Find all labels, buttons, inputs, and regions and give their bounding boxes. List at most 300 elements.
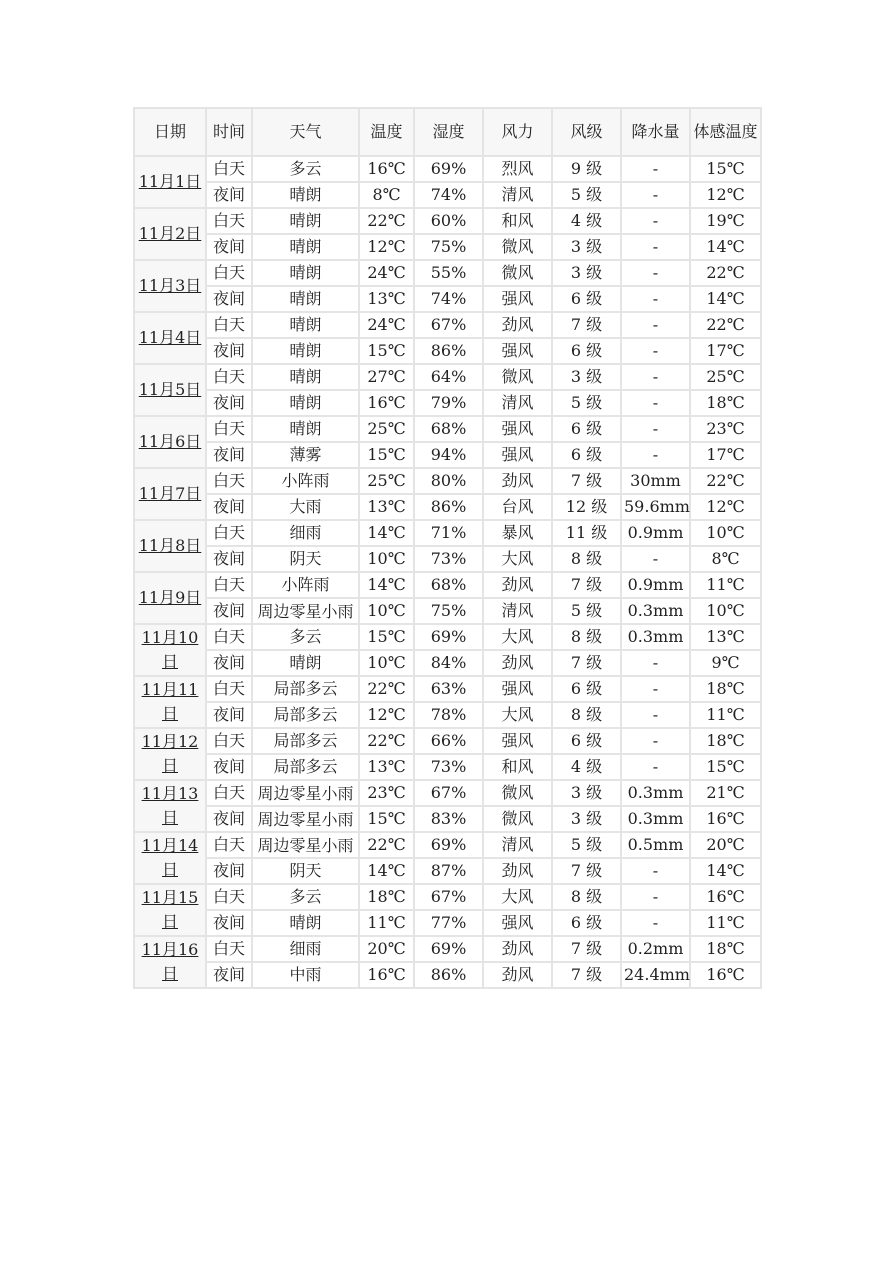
weather-cell: 周边零星小雨 — [252, 806, 359, 832]
precip-cell: 0.3mm — [621, 624, 690, 650]
time-cell: 白天 — [206, 312, 252, 338]
temp-cell: 13℃ — [359, 754, 414, 780]
humidity-cell: 67% — [414, 884, 483, 910]
time-cell: 白天 — [206, 728, 252, 754]
wind-cell: 强风 — [483, 416, 552, 442]
date-link[interactable]: 11月4日 — [138, 328, 202, 347]
date-cell — [134, 832, 206, 884]
table-row — [134, 650, 761, 676]
time-cell: 夜间 — [206, 858, 252, 884]
humidity-cell: 86% — [414, 962, 483, 988]
wind-cell: 大风 — [483, 884, 552, 910]
temp-cell: 22℃ — [359, 208, 414, 234]
time-cell: 夜间 — [206, 962, 252, 988]
feels-cell: 18℃ — [690, 936, 761, 962]
temp-cell: 15℃ — [359, 624, 414, 650]
date-link[interactable]: 11月14日 — [141, 836, 199, 879]
wind-level-cell: 6 级 — [552, 338, 621, 364]
precip-cell: - — [621, 364, 690, 390]
weather-cell: 晴朗 — [252, 234, 359, 260]
humidity-cell: 83% — [414, 806, 483, 832]
humidity-cell: 73% — [414, 754, 483, 780]
feels-cell: 16℃ — [690, 806, 761, 832]
precip-cell: - — [621, 156, 690, 182]
temp-cell: 10℃ — [359, 650, 414, 676]
time-cell: 白天 — [206, 624, 252, 650]
table-row — [134, 494, 761, 520]
table-row — [134, 338, 761, 364]
wind-level-cell: 7 级 — [552, 962, 621, 988]
feels-cell: 15℃ — [690, 156, 761, 182]
date-link[interactable]: 11月10日 — [141, 628, 199, 671]
weather-cell: 多云 — [252, 884, 359, 910]
time-cell: 白天 — [206, 208, 252, 234]
temp-cell: 18℃ — [359, 884, 414, 910]
table-row — [134, 468, 761, 494]
weather-table — [133, 107, 762, 989]
date-cell — [134, 520, 206, 572]
time-cell: 夜间 — [206, 702, 252, 728]
wind-level-cell: 3 级 — [552, 234, 621, 260]
precip-cell: - — [621, 208, 690, 234]
weather-cell: 晴朗 — [252, 364, 359, 390]
weather-cell: 周边零星小雨 — [252, 832, 359, 858]
feels-cell: 23℃ — [690, 416, 761, 442]
table-row — [134, 624, 761, 650]
header-wind: 风力 — [483, 108, 552, 156]
precip-cell: - — [621, 390, 690, 416]
date-link[interactable]: 11月6日 — [138, 432, 202, 451]
wind-level-cell: 3 级 — [552, 780, 621, 806]
wind-cell: 强风 — [483, 676, 552, 702]
humidity-cell: 60% — [414, 208, 483, 234]
precip-cell: 0.9mm — [621, 572, 690, 598]
wind-level-cell: 4 级 — [552, 754, 621, 780]
weather-cell: 晴朗 — [252, 182, 359, 208]
precip-cell: - — [621, 676, 690, 702]
precip-cell: 0.3mm — [621, 806, 690, 832]
time-cell: 夜间 — [206, 182, 252, 208]
wind-cell: 清风 — [483, 832, 552, 858]
wind-level-cell: 6 级 — [552, 416, 621, 442]
feels-cell: 12℃ — [690, 494, 761, 520]
wind-level-cell: 6 级 — [552, 442, 621, 468]
date-link[interactable]: 11月11日 — [141, 680, 199, 723]
date-cell — [134, 364, 206, 416]
wind-cell: 和风 — [483, 754, 552, 780]
weather-cell: 周边零星小雨 — [252, 780, 359, 806]
table-row — [134, 312, 761, 338]
wind-cell: 劲风 — [483, 650, 552, 676]
date-link[interactable]: 11月9日 — [138, 588, 202, 607]
time-cell: 白天 — [206, 468, 252, 494]
date-link[interactable]: 11月12日 — [141, 732, 199, 775]
temp-cell: 15℃ — [359, 806, 414, 832]
date-link[interactable]: 11月7日 — [138, 484, 202, 503]
time-cell: 夜间 — [206, 234, 252, 260]
wind-cell: 强风 — [483, 442, 552, 468]
weather-cell: 薄雾 — [252, 442, 359, 468]
precip-cell: 0.5mm — [621, 832, 690, 858]
precip-cell: - — [621, 650, 690, 676]
weather-cell: 大雨 — [252, 494, 359, 520]
wind-cell: 劲风 — [483, 312, 552, 338]
table-row — [134, 286, 761, 312]
temp-cell: 25℃ — [359, 468, 414, 494]
feels-cell: 18℃ — [690, 728, 761, 754]
temp-cell: 10℃ — [359, 598, 414, 624]
feels-cell: 11℃ — [690, 702, 761, 728]
time-cell: 白天 — [206, 676, 252, 702]
temp-cell: 15℃ — [359, 338, 414, 364]
table-row — [134, 416, 761, 442]
precip-cell: - — [621, 754, 690, 780]
wind-level-cell: 6 级 — [552, 910, 621, 936]
time-cell: 白天 — [206, 156, 252, 182]
temp-cell: 12℃ — [359, 702, 414, 728]
feels-cell: 25℃ — [690, 364, 761, 390]
precip-cell: - — [621, 728, 690, 754]
feels-cell: 17℃ — [690, 442, 761, 468]
date-cell — [134, 728, 206, 780]
precip-cell: - — [621, 702, 690, 728]
temp-cell: 8℃ — [359, 182, 414, 208]
time-cell: 白天 — [206, 520, 252, 546]
wind-cell: 微风 — [483, 806, 552, 832]
humidity-cell: 69% — [414, 156, 483, 182]
weather-cell: 晴朗 — [252, 416, 359, 442]
precip-cell: 59.6mm — [621, 494, 690, 520]
header-humidity: 湿度 — [414, 108, 483, 156]
weather-cell: 晴朗 — [252, 286, 359, 312]
feels-cell: 16℃ — [690, 884, 761, 910]
weather-cell: 阴天 — [252, 546, 359, 572]
wind-cell: 大风 — [483, 624, 552, 650]
table-row — [134, 442, 761, 468]
table-row — [134, 910, 761, 936]
temp-cell: 22℃ — [359, 832, 414, 858]
weather-cell: 小阵雨 — [252, 468, 359, 494]
humidity-cell: 69% — [414, 624, 483, 650]
date-link[interactable]: 11月15日 — [141, 888, 199, 931]
wind-level-cell: 6 级 — [552, 286, 621, 312]
date-link[interactable]: 11月16日 — [141, 940, 199, 983]
header-wind-level: 风级 — [552, 108, 621, 156]
temp-cell: 12℃ — [359, 234, 414, 260]
date-cell — [134, 312, 206, 364]
wind-cell: 劲风 — [483, 572, 552, 598]
humidity-cell: 55% — [414, 260, 483, 286]
temp-cell: 22℃ — [359, 728, 414, 754]
weather-cell: 周边零星小雨 — [252, 598, 359, 624]
humidity-cell: 79% — [414, 390, 483, 416]
precip-cell: - — [621, 546, 690, 572]
table-row — [134, 676, 761, 702]
humidity-cell: 66% — [414, 728, 483, 754]
weather-cell: 晴朗 — [252, 338, 359, 364]
wind-cell: 劲风 — [483, 468, 552, 494]
humidity-cell: 84% — [414, 650, 483, 676]
humidity-cell: 75% — [414, 234, 483, 260]
header-precip: 降水量 — [621, 108, 690, 156]
header-feels: 体感温度 — [690, 108, 761, 156]
humidity-cell: 71% — [414, 520, 483, 546]
wind-cell: 微风 — [483, 364, 552, 390]
time-cell: 白天 — [206, 832, 252, 858]
date-cell — [134, 884, 206, 936]
humidity-cell: 74% — [414, 286, 483, 312]
table-row — [134, 936, 761, 962]
date-cell — [134, 416, 206, 468]
weather-cell: 多云 — [252, 156, 359, 182]
table-row — [134, 832, 761, 858]
wind-level-cell: 8 级 — [552, 624, 621, 650]
time-cell: 夜间 — [206, 494, 252, 520]
header-weather: 天气 — [252, 108, 359, 156]
temp-cell: 15℃ — [359, 442, 414, 468]
wind-level-cell: 3 级 — [552, 260, 621, 286]
wind-level-cell: 5 级 — [552, 390, 621, 416]
feels-cell: 13℃ — [690, 624, 761, 650]
humidity-cell: 73% — [414, 546, 483, 572]
precip-cell: 30mm — [621, 468, 690, 494]
header-time: 时间 — [206, 108, 252, 156]
weather-cell: 局部多云 — [252, 754, 359, 780]
wind-level-cell: 8 级 — [552, 546, 621, 572]
temp-cell: 13℃ — [359, 286, 414, 312]
time-cell: 夜间 — [206, 338, 252, 364]
weather-cell: 中雨 — [252, 962, 359, 988]
date-cell — [134, 572, 206, 624]
wind-cell: 和风 — [483, 208, 552, 234]
wind-cell: 强风 — [483, 728, 552, 754]
feels-cell: 14℃ — [690, 234, 761, 260]
temp-cell: 10℃ — [359, 546, 414, 572]
weather-cell: 晴朗 — [252, 910, 359, 936]
wind-level-cell: 6 级 — [552, 728, 621, 754]
humidity-cell: 68% — [414, 572, 483, 598]
wind-level-cell: 5 级 — [552, 182, 621, 208]
table-row — [134, 598, 761, 624]
table-row — [134, 182, 761, 208]
wind-level-cell: 5 级 — [552, 598, 621, 624]
time-cell: 白天 — [206, 416, 252, 442]
feels-cell: 11℃ — [690, 910, 761, 936]
weather-cell: 局部多云 — [252, 676, 359, 702]
date-link[interactable]: 11月3日 — [138, 276, 202, 295]
date-cell — [134, 208, 206, 260]
humidity-cell: 87% — [414, 858, 483, 884]
table-row — [134, 156, 761, 182]
weather-cell: 晴朗 — [252, 312, 359, 338]
header-temp: 温度 — [359, 108, 414, 156]
wind-level-cell: 9 级 — [552, 156, 621, 182]
time-cell: 夜间 — [206, 442, 252, 468]
table-row — [134, 728, 761, 754]
weather-cell: 局部多云 — [252, 728, 359, 754]
wind-cell: 微风 — [483, 234, 552, 260]
wind-level-cell: 7 级 — [552, 650, 621, 676]
wind-cell: 清风 — [483, 390, 552, 416]
wind-level-cell: 8 级 — [552, 702, 621, 728]
wind-cell: 劲风 — [483, 936, 552, 962]
humidity-cell: 86% — [414, 494, 483, 520]
weather-cell: 多云 — [252, 624, 359, 650]
weather-cell: 细雨 — [252, 936, 359, 962]
humidity-cell: 69% — [414, 936, 483, 962]
precip-cell: 0.2mm — [621, 936, 690, 962]
humidity-cell: 75% — [414, 598, 483, 624]
precip-cell: - — [621, 416, 690, 442]
precip-cell: 0.3mm — [621, 780, 690, 806]
temp-cell: 16℃ — [359, 156, 414, 182]
wind-level-cell: 7 级 — [552, 572, 621, 598]
date-link[interactable]: 11月5日 — [138, 380, 202, 399]
weather-cell: 晴朗 — [252, 650, 359, 676]
header-date: 日期 — [134, 108, 206, 156]
temp-cell: 20℃ — [359, 936, 414, 962]
humidity-cell: 74% — [414, 182, 483, 208]
temp-cell: 23℃ — [359, 780, 414, 806]
temp-cell: 24℃ — [359, 312, 414, 338]
feels-cell: 10℃ — [690, 598, 761, 624]
feels-cell: 20℃ — [690, 832, 761, 858]
temp-cell: 16℃ — [359, 390, 414, 416]
table-row — [134, 702, 761, 728]
weather-cell: 晴朗 — [252, 260, 359, 286]
wind-level-cell: 7 级 — [552, 312, 621, 338]
wind-level-cell: 3 级 — [552, 364, 621, 390]
time-cell: 夜间 — [206, 754, 252, 780]
date-link[interactable]: 11月1日 — [138, 172, 202, 191]
time-cell: 夜间 — [206, 806, 252, 832]
time-cell: 白天 — [206, 572, 252, 598]
date-link[interactable]: 11月2日 — [138, 224, 202, 243]
table-row — [134, 260, 761, 286]
wind-level-cell: 3 级 — [552, 806, 621, 832]
time-cell: 白天 — [206, 364, 252, 390]
time-cell: 夜间 — [206, 390, 252, 416]
weather-cell: 局部多云 — [252, 702, 359, 728]
humidity-cell: 67% — [414, 780, 483, 806]
table-row — [134, 780, 761, 806]
table-body — [134, 156, 761, 988]
time-cell: 夜间 — [206, 650, 252, 676]
precip-cell: - — [621, 312, 690, 338]
weather-cell: 阴天 — [252, 858, 359, 884]
wind-cell: 暴风 — [483, 520, 552, 546]
table-row — [134, 364, 761, 390]
precip-cell: - — [621, 442, 690, 468]
wind-level-cell: 11 级 — [552, 520, 621, 546]
date-cell — [134, 260, 206, 312]
temp-cell: 11℃ — [359, 910, 414, 936]
wind-level-cell: 12 级 — [552, 494, 621, 520]
precip-cell: 0.9mm — [621, 520, 690, 546]
time-cell: 夜间 — [206, 286, 252, 312]
humidity-cell: 63% — [414, 676, 483, 702]
date-cell — [134, 676, 206, 728]
wind-level-cell: 7 级 — [552, 468, 621, 494]
weather-cell: 晴朗 — [252, 208, 359, 234]
time-cell: 夜间 — [206, 598, 252, 624]
humidity-cell: 69% — [414, 832, 483, 858]
wind-cell: 清风 — [483, 598, 552, 624]
temp-cell: 14℃ — [359, 520, 414, 546]
feels-cell: 21℃ — [690, 780, 761, 806]
temp-cell: 27℃ — [359, 364, 414, 390]
wind-level-cell: 8 级 — [552, 884, 621, 910]
temp-cell: 16℃ — [359, 962, 414, 988]
time-cell: 白天 — [206, 936, 252, 962]
wind-cell: 烈风 — [483, 156, 552, 182]
wind-cell: 劲风 — [483, 858, 552, 884]
wind-cell: 劲风 — [483, 962, 552, 988]
wind-cell: 台风 — [483, 494, 552, 520]
temp-cell: 14℃ — [359, 858, 414, 884]
weather-cell: 晴朗 — [252, 390, 359, 416]
date-cell — [134, 156, 206, 208]
date-cell — [134, 780, 206, 832]
feels-cell: 18℃ — [690, 676, 761, 702]
precip-cell: - — [621, 338, 690, 364]
wind-cell: 微风 — [483, 260, 552, 286]
time-cell: 白天 — [206, 884, 252, 910]
wind-cell: 微风 — [483, 780, 552, 806]
weather-cell: 细雨 — [252, 520, 359, 546]
table-row — [134, 234, 761, 260]
feels-cell: 19℃ — [690, 208, 761, 234]
precip-cell: - — [621, 884, 690, 910]
date-cell — [134, 624, 206, 676]
table-row — [134, 208, 761, 234]
wind-cell: 强风 — [483, 286, 552, 312]
humidity-cell: 80% — [414, 468, 483, 494]
date-link[interactable]: 11月8日 — [138, 536, 202, 555]
humidity-cell: 67% — [414, 312, 483, 338]
wind-cell: 大风 — [483, 546, 552, 572]
table-row — [134, 806, 761, 832]
precip-cell: - — [621, 286, 690, 312]
wind-cell: 清风 — [483, 182, 552, 208]
humidity-cell: 94% — [414, 442, 483, 468]
table-row — [134, 754, 761, 780]
feels-cell: 11℃ — [690, 572, 761, 598]
feels-cell: 16℃ — [690, 962, 761, 988]
table-row — [134, 884, 761, 910]
wind-level-cell: 6 级 — [552, 676, 621, 702]
wind-level-cell: 7 级 — [552, 858, 621, 884]
precip-cell: - — [621, 858, 690, 884]
feels-cell: 10℃ — [690, 520, 761, 546]
temp-cell: 14℃ — [359, 572, 414, 598]
humidity-cell: 64% — [414, 364, 483, 390]
humidity-cell: 86% — [414, 338, 483, 364]
humidity-cell: 68% — [414, 416, 483, 442]
humidity-cell: 77% — [414, 910, 483, 936]
table-row — [134, 520, 761, 546]
date-link[interactable]: 11月13日 — [141, 784, 199, 827]
table-row — [134, 572, 761, 598]
feels-cell: 12℃ — [690, 182, 761, 208]
temp-cell: 25℃ — [359, 416, 414, 442]
time-cell: 夜间 — [206, 546, 252, 572]
wind-cell: 强风 — [483, 910, 552, 936]
precip-cell: - — [621, 234, 690, 260]
feels-cell: 14℃ — [690, 858, 761, 884]
precip-cell: 24.4mm — [621, 962, 690, 988]
precip-cell: 0.3mm — [621, 598, 690, 624]
